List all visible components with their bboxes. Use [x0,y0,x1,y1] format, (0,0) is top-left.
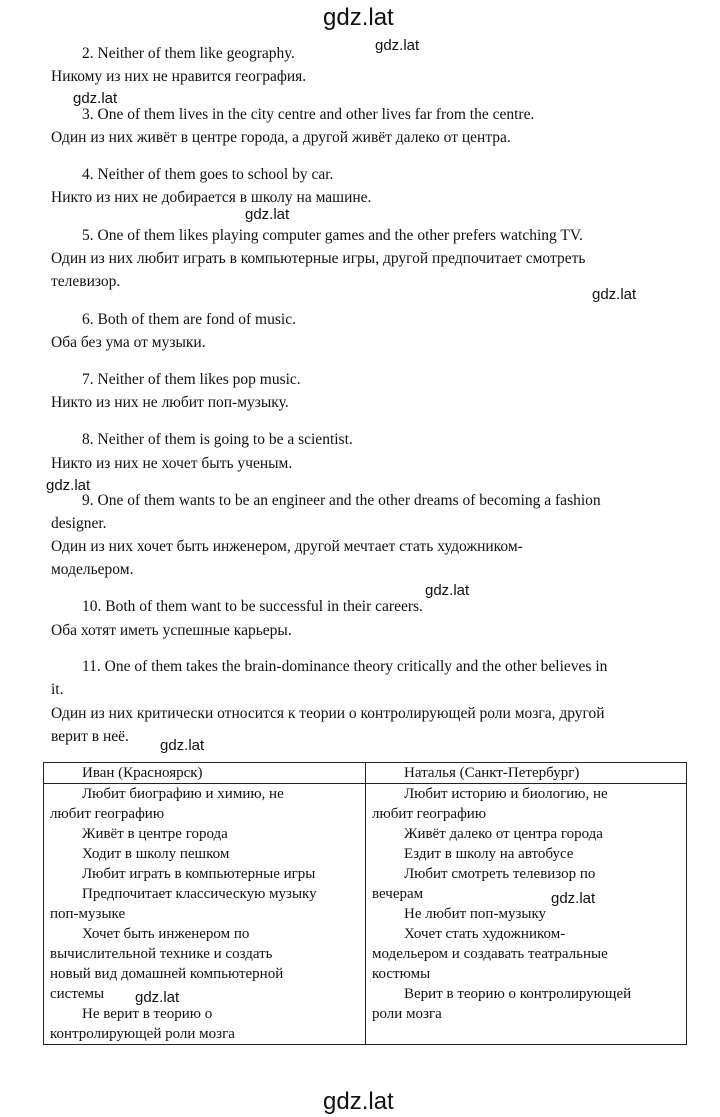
russian-translation: телевизор. [51,273,121,290]
english-sentence: 3. One of them lives in the city centre and other lives far from the centre. [82,106,535,123]
natalya-line: Верит в теорию о контролирующей [404,986,632,1002]
english-sentence: designer. [51,515,107,532]
natalya-line: Ездит в школу на автобусе [404,846,574,862]
english-sentence: 9. One of them wants to be an engineer and the other dreams of becoming a fashion [82,492,601,509]
russian-translation: Один из них критически относится к теории о контролирующей роли мозга, другой [51,705,605,722]
russian-translation: Оба без ума от музыки. [51,334,206,351]
watermark: gdz.lat [375,37,420,54]
natalya-line: роли мозга [372,1006,442,1022]
ivan-line: любит географию [50,806,165,822]
english-sentence: 8. Neither of them is going to be a scientist. [82,431,353,448]
english-sentence: 7. Neither of them likes pop music. [82,371,301,388]
natalya-line: модельером и создавать театральные [372,946,608,962]
ivan-line: Не верит в теорию о [82,1006,213,1022]
english-sentence: 4. Neither of them goes to school by car. [82,166,334,183]
english-sentence: 2. Neither of them like geography. [82,45,295,62]
ivan-line: системы [50,986,105,1002]
russian-translation: Один из них живёт в центре города, а другой живёт далеко от центра. [51,129,511,146]
english-sentence: it. [51,681,64,698]
watermark-top: gdz.lat [323,4,394,31]
english-sentence: 5. One of them likes playing computer games and the other prefers watching TV. [82,227,583,244]
natalya-line: Любит историю и биологию, не [404,786,608,802]
natalya-line: Не любит поп-музыку [404,906,547,922]
english-sentence: 6. Both of them are fond of music. [82,311,296,328]
ivan-line: контролирующей роли мозга [50,1026,235,1042]
natalya-line: Хочет стать художником- [404,926,566,942]
watermark: gdz.lat [46,477,91,494]
table-row [44,784,687,1045]
watermark: gdz.lat [425,582,470,599]
ivan-line: Любит биографию и химию, не [82,786,284,802]
russian-translation: Оба хотят иметь успешные карьеры. [51,622,292,639]
table-header-row [44,763,687,784]
natalya-line: Любит смотреть телевизор по [404,866,596,882]
ivan-line: Любит играть в компьютерные игры [82,866,316,882]
watermark: gdz.lat [73,90,118,107]
column-header-ivan: Иван (Красноярск) [44,763,366,784]
russian-translation: Один из них хочет быть инженером, другой мечтает стать художником- [51,538,523,555]
russian-translation: Один из них любит играть в компьютерные игры, другой предпочитает смотреть [51,250,586,267]
natalya-line: любит географию [372,806,487,822]
russian-translation: Никто из них не добирается в школу на машине. [51,189,372,206]
natalya-line: Живёт далеко от центра города [404,826,603,842]
natalya-line: вечерам [372,886,424,902]
ivan-line: вычислительной технике и создать [50,946,273,962]
ivan-line: Хочет быть инженером по [82,926,250,942]
russian-translation: Никто из них не любит поп-музыку. [51,394,289,411]
ivan-line: новый вид домашней компьютерной [50,966,284,982]
watermark-bottom: gdz.lat [323,1088,394,1115]
column-header-natalya: Наталья (Санкт-Петербург) [366,763,687,784]
russian-translation: Никому из них не нравится география. [51,68,307,85]
russian-translation: верит в неё. [51,728,129,745]
watermark: gdz.lat [551,890,596,907]
watermark: gdz.lat [245,206,290,223]
russian-translation: модельером. [51,561,134,578]
ivan-line: Предпочитает классическую музыку [82,886,317,902]
comparison-table [43,762,687,1045]
natalya-line: костюмы [372,966,431,982]
watermark: gdz.lat [592,286,637,303]
english-sentence: 10. Both of them want to be successful in their careers. [82,598,423,615]
english-sentence: 11. One of them takes the brain-dominance theory critically and the other believes in [82,658,608,675]
ivan-line: Живёт в центре города [82,826,228,842]
watermark: gdz.lat [135,989,180,1006]
cell-ivan [44,784,366,1045]
cell-natalya [366,784,687,1045]
ivan-line: Ходит в школу пешком [82,846,230,862]
watermark: gdz.lat [160,737,205,754]
russian-translation: Никто из них не хочет быть ученым. [51,455,293,472]
ivan-line: поп-музыке [50,906,126,922]
